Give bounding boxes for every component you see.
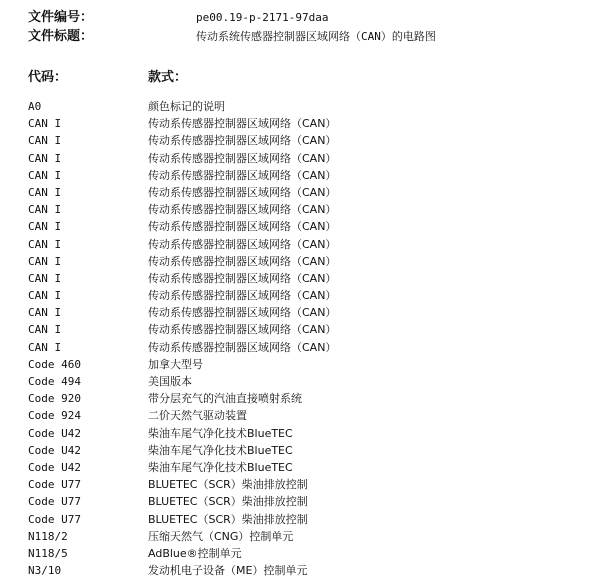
item-code: Code U77 [28,478,81,492]
list-item [28,270,588,287]
list-item [28,321,588,338]
item-code: Code 494 [28,375,81,388]
file-number-value: pe00.19-p-2171-97daa [196,11,329,24]
item-code: Code U42 [28,426,81,440]
item-description: 柴油车尾气净化技术BlueTEC [148,443,293,457]
item-code: CAN I [28,237,62,251]
item-code: Code U42 [28,443,81,457]
item-code: Code U77 [28,495,81,509]
item-code: CAN I [28,254,62,268]
list-item [28,218,588,235]
item-code: CAN I [28,323,62,337]
list-item [28,356,588,373]
item-description: 传动系传感器控制器区域网络（CAN） [148,289,337,303]
item-description: 传动系传感器控制器区域网络（CAN） [148,168,337,182]
item-code: CAN I [28,151,62,165]
item-code: Code 460 [28,357,81,371]
item-description: 传动系传感器控制器区域网络（CAN） [148,151,337,165]
item-description: 压缩天然气（CNG）控制单元 [148,529,294,543]
item-description: BLUETEC（SCR）柴油排放控制 [148,495,308,509]
document-sheet [28,6,588,579]
item-code: Code U42 [28,460,81,474]
item-code: A0 [28,100,42,113]
item-description: 传动系传感器控制器区域网络（CAN） [148,203,337,217]
code-list [28,98,588,579]
item-code: CAN I [28,117,62,131]
file-title-value: 传动系统传感器控制器区域网络（CAN）的电路图 [196,30,436,43]
item-code: N3/10 [28,564,62,578]
item-code: CAN I [28,134,62,148]
item-description: 传动系传感器控制器区域网络（CAN） [148,117,337,131]
code-column-header: 代码： [28,70,68,85]
file-number-row [28,6,588,25]
list-item [28,442,588,459]
list-item [28,201,588,218]
item-description: 二价天然气驱动装置 [148,409,247,423]
item-description: 加拿大型号 [148,357,203,371]
list-item [28,184,588,201]
list-item [28,339,588,356]
item-description: 传动系传感器控制器区域网络（CAN） [148,220,337,234]
item-code: N118/2 [28,529,68,543]
item-code: CAN I [28,289,62,303]
list-item [28,407,588,424]
item-description: AdBlue®控制单元 [148,546,242,560]
list-item [28,459,588,476]
item-code: Code U77 [28,512,81,526]
list-item [28,562,588,579]
table-header [28,66,588,88]
file-title-label: 文件标题： [28,29,94,44]
item-description: 柴油车尾气净化技术BlueTEC [148,426,293,440]
list-item [28,304,588,321]
list-item [28,253,588,270]
item-code: CAN I [28,203,62,217]
file-number-label: 文件编号： [28,10,94,25]
list-item [28,511,588,528]
item-code: CAN I [28,185,62,199]
list-item [28,476,588,493]
item-description: 传动系传感器控制器区域网络（CAN） [148,254,337,268]
item-description: BLUETEC（SCR）柴油排放控制 [148,512,308,526]
item-description: 传动系传感器控制器区域网络（CAN） [148,134,337,148]
item-description: 传动系传感器控制器区域网络（CAN） [148,271,337,285]
model-column-header: 款式： [148,70,188,85]
item-code: CAN I [28,168,62,182]
file-title-row [28,25,588,44]
list-item [28,167,588,184]
item-description: BLUETEC（SCR）柴油排放控制 [148,478,308,492]
list-item [28,132,588,149]
list-item [28,115,588,132]
item-code: Code 924 [28,409,81,423]
item-code: Code 920 [28,392,81,406]
item-description: 柴油车尾气净化技术BlueTEC [148,460,293,474]
list-item [28,425,588,442]
list-item [28,150,588,167]
list-item [28,98,588,115]
item-description: 美国版本 [148,375,192,388]
list-item [28,373,588,390]
item-description: 发动机电子设备（ME）控制单元 [148,564,308,578]
item-code: N118/5 [28,546,68,560]
list-item [28,528,588,545]
item-description: 传动系传感器控制器区域网络（CAN） [148,306,337,320]
item-description: 带分层充气的汽油直接喷射系统 [148,392,302,406]
item-code: CAN I [28,271,62,285]
item-code: CAN I [28,306,62,320]
item-code: CAN I [28,340,62,354]
list-item [28,287,588,304]
item-description: 传动系传感器控制器区域网络（CAN） [148,185,337,199]
list-item [28,390,588,407]
list-item [28,545,588,562]
item-description: 传动系传感器控制器区域网络（CAN） [148,340,337,354]
item-description: 传动系传感器控制器区域网络（CAN） [148,237,337,251]
list-item [28,236,588,253]
item-description: 传动系传感器控制器区域网络（CAN） [148,323,337,337]
item-description: 颜色标记的说明 [148,100,225,113]
item-code: CAN I [28,220,62,234]
list-item [28,493,588,510]
